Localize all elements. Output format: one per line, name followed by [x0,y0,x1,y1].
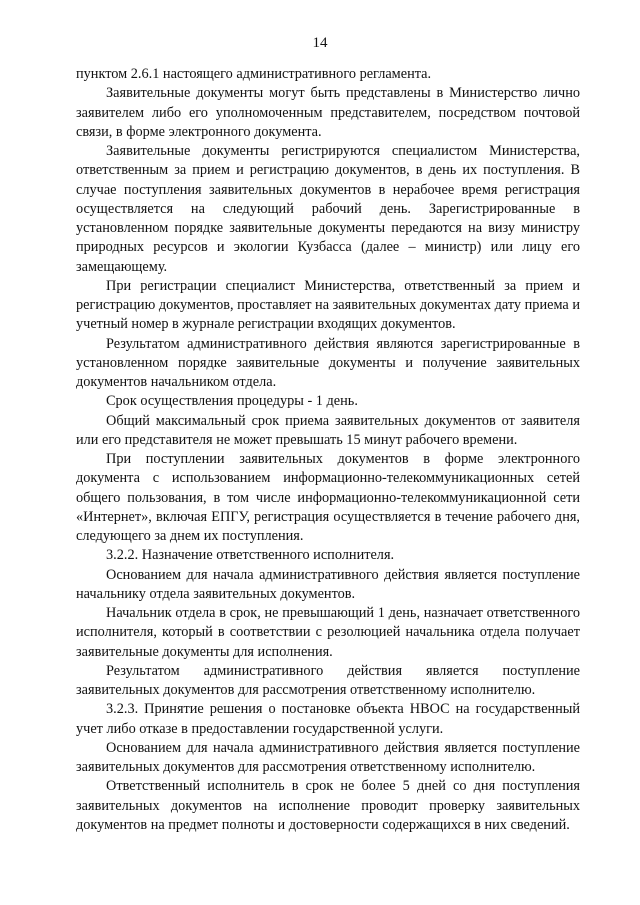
paragraph-2: Заявительные документы могут быть представлены в Министерство лично заявителем либо его уполномоченным представителем, посредством почтовой связи, в форме электронного документа. [76,85,580,140]
paragraph-10: Основанием для начала административного действия является поступление начальнику отдела заявительных документов. [76,566,580,602]
paragraph-5: Результатом административного действия являются зарегистрированные в установленном порядке заявительные документы и получение заявительных документов начальником отдела. [76,335,580,390]
paragraph-7: Общий максимальный срок приема заявительных документов от заявителя или его представителя не может превышать 15 минут рабочего времени. [76,412,580,448]
paragraph-12: Результатом административного действия является поступление заявительных документов для рассмотрения ответственному исполнителю. [76,662,580,698]
paragraph-4: При регистрации специалист Министерства, ответственный за прием и регистрацию документов, проставляет на заявительных документах дату приема и учетный номер в журнале регистрации входящих документов. [76,277,580,333]
paragraph-14: Основанием для начала административного действия является поступление заявительных документов для рассмотрения ответственному исполнителю. [76,739,580,775]
paragraph-11: Начальник отдела в срок, не превышающий 1 день, назначает ответственного исполнителя, который в соответствии с резолюцией начальника отдела получает заявительные документы для исполнения. [76,605,580,660]
paragraph-6: Срок осуществления процедуры - 1 день. [106,393,358,410]
page-number: 14 [312,35,328,51]
document-body [76,65,580,835]
paragraph-8: При поступлении заявительных документов в форме электронного документа с использованием информационно-телекоммуникационных сетей общего пользования, в том числе информационно-телекоммуникационной сети «Интернет», включая ЕПГУ, регистрация осуществляется в течение рабочего дня, следующего за днем их поступления. [76,451,580,544]
section-heading-3-2-3: 3.2.3. Принятие решения о постановке объекта НВОС на государственный учет либо отказе в предоставлении государственной услуги. [76,701,580,737]
paragraph-15: Ответственный исполнитель в срок не более 5 дней со дня поступления заявительных документов на исполнение проводит проверку заявительных документов на предмет полноты и достоверности содержащихся в них сведений. [76,778,580,833]
paragraph-1: пунктом 2.6.1 настоящего административного регламента. [76,66,432,82]
section-heading-3-2-2: 3.2.2. Назначение ответственного исполнителя. [106,547,395,564]
paragraph-3: Заявительные документы регистрируются специалистом Министерства, ответственным за прием и регистрацию документов, в день их поступления. В случае поступления заявительных документов в нерабочее время регистрация осуществляется на следующий рабочий день. Зарегистрированные в установленном порядке заявительные документы передаются на визу министру природных ресурсов и экологии Кузбасса (далее – министр) или лицу его замещающему. [76,143,580,275]
